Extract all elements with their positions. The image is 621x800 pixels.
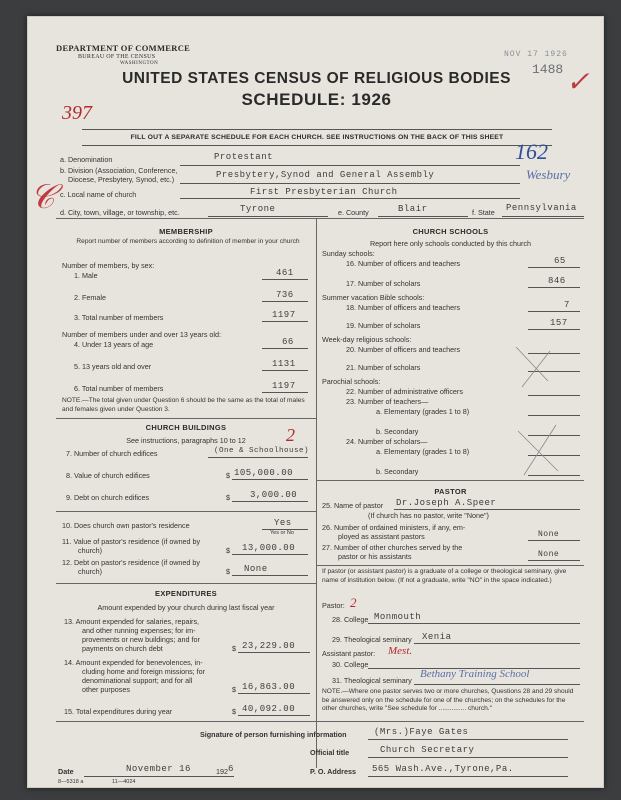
county-label: e. County [338, 208, 369, 217]
q11-label-2: church) [78, 546, 102, 555]
q22-label: 22. Number of administrative officers [346, 387, 463, 396]
official-title-value: Church Secretary [380, 745, 475, 755]
buildings-instructions: See instructions, paragraphs 10 to 12 [126, 436, 246, 445]
q14-line-4: other purposes [82, 685, 130, 694]
q11-dollar: $ [226, 546, 230, 555]
q15-label: 15. Total expenditures during year [64, 707, 173, 716]
q23b-label: b. Secondary [376, 427, 419, 436]
q14-value: 16,863.00 [242, 682, 296, 692]
graduate-note: If pastor (or assistant pastor) is a graduate of a college or theological seminary, give name of institution below. (If not a graduate, write "NO" in the space indicated.) [322, 568, 567, 584]
q27-line-2: pastor or his assistants [338, 552, 412, 561]
q1-label: 1. Male [74, 271, 98, 280]
margin-note: Wesbury [526, 167, 571, 182]
q10-label: 10. Does church own pastor's residence [62, 521, 190, 530]
local-name-value: First Presbyterian Church [250, 187, 398, 197]
q14-line-1: 14. Amount expended for benevolences, in- [64, 658, 203, 667]
pastor-title: PASTOR [434, 487, 467, 496]
q29-value: Xenia [422, 632, 452, 642]
q11-value: 13,000.00 [242, 543, 296, 553]
q21-label: 21. Number of scholars [346, 363, 421, 372]
local-name-label: c. Local name of church [60, 190, 137, 199]
pastor-note: NOTE.—Where one pastor serves two or more churches, Questions 28 and 29 should be answered only on the schedule for one of the churches; on the schedules for the other churches, write "See schedule for ............... church." [322, 688, 574, 712]
pastor-sub-label: Pastor: [322, 601, 345, 610]
instructions-banner [82, 129, 552, 146]
q26-line-1: 26. Number of ordained ministers, if any, em- [322, 523, 466, 532]
q14-line-3: denominational support; and for all [82, 676, 193, 685]
q15-dollar: $ [232, 707, 236, 716]
official-title-label: Official title [310, 748, 350, 757]
form-code: 8—5318 a [58, 779, 84, 785]
q4-value: 66 [282, 337, 294, 347]
signature-value: (Mrs.)Faye Gates [374, 727, 469, 737]
q23a-label: a. Elementary (grades 1 to 8) [376, 407, 470, 416]
stamp-number: 1488 [532, 62, 564, 77]
year-prefix: 192 [216, 767, 228, 776]
q3-value: 1197 [272, 310, 296, 320]
q8-value: 105,000.00 [234, 468, 294, 478]
q17-value: 846 [548, 276, 566, 286]
q19-label: 19. Number of scholars [346, 321, 421, 330]
handwritten-number: 397 [62, 102, 92, 124]
q2-label: 2. Female [74, 293, 106, 302]
q29-label: 29. Theological seminary [332, 635, 412, 644]
year-suffix: 6 [228, 764, 234, 774]
q14-dollar: $ [232, 685, 236, 694]
q7-handwritten: 2 [286, 425, 295, 445]
handwritten-code: 162 [515, 139, 548, 164]
q13-line-3: provements or new buildings; and for [82, 635, 200, 644]
banner-text: FILL OUT A SEPARATE SCHEDULE FOR EACH CHURCH. SEE INSTRUCTIONS ON THE BACK OF THIS SHEET [130, 134, 504, 141]
q8-label: 8. Value of church edifices [66, 471, 150, 480]
q30-label: 30. College [332, 660, 369, 669]
state-value: Pennsylvania [506, 203, 577, 213]
q26-value: None [538, 530, 560, 539]
expenditures-title: EXPENDITURES [155, 589, 217, 598]
q9-label: 9. Debt on church edifices [66, 493, 150, 502]
date-value: November 16 [126, 764, 191, 774]
age-intro: Number of members under and over 13 years old: [62, 330, 222, 339]
address-value: 565 Wash.Ave.,Tyrone,Pa. [372, 764, 514, 774]
membership-title: MEMBERSHIP [159, 227, 213, 236]
q13-line-4: payments on church debt [82, 644, 163, 653]
q16-label: 16. Number of officers and teachers [346, 259, 461, 268]
q27-value: None [538, 550, 560, 559]
q6-label: 6. Total number of members [74, 384, 164, 393]
q5-value: 1131 [272, 359, 296, 369]
city-label: d. City, town, village, or township, etc. [60, 208, 180, 217]
red-mark-icon: 𝒞 [30, 179, 55, 216]
expenditures-intro: Amount expended by your church during last fiscal year [97, 603, 275, 612]
q16-value: 65 [554, 256, 566, 266]
state-label: f. State [472, 208, 495, 217]
by-sex-label: Number of members, by sex: [62, 261, 155, 270]
q28-label: 28. College [332, 615, 369, 624]
q31-value: Bethany Training School [420, 668, 530, 680]
sunday-label: Sunday schools: [322, 249, 375, 258]
city-value: Tyrone [240, 204, 276, 214]
q11-label: 11. Value of pastor's residence (if owned by [62, 537, 201, 546]
q19-value: 157 [550, 318, 568, 328]
division-label-2: Diocese, Presbytery, Synod, etc.) [68, 175, 175, 184]
q24-label: 24. Number of scholars— [346, 437, 428, 446]
assistant-value: Mest. [388, 645, 413, 657]
bureau-name: BUREAU OF THE CENSUS [78, 54, 156, 60]
membership-intro: Report number of members according to definition of member in your church [76, 238, 300, 245]
pastor-handwritten: 2 [350, 595, 357, 610]
q4-label: 4. Under 13 years of age [74, 340, 154, 349]
weekday-label: Week-day religious schools: [322, 335, 412, 344]
q24a-label: a. Elementary (grades 1 to 8) [376, 447, 470, 456]
q18-value: 7 [564, 300, 570, 310]
q25-label: 25. Name of pastor [322, 501, 384, 510]
q23-label: 23. Number of teachers— [346, 397, 429, 406]
q18-label: 18. Number of officers and teachers [346, 303, 461, 312]
print-code: 11—4024 [112, 779, 136, 785]
buildings-title: CHURCH BUILDINGS [145, 423, 227, 432]
q12-label: 12. Debt on pastor's residence (if owned by [62, 558, 201, 567]
q26-line-2: ployed as assistant pastors [338, 532, 425, 541]
pencil-strike-marks [508, 343, 578, 483]
schools-intro: Report here only schools conducted by this church [369, 239, 531, 248]
q9-dollar: $ [226, 493, 230, 502]
q28-value: Monmouth [374, 612, 422, 622]
q6-value: 1197 [272, 381, 296, 391]
q20-label: 20. Number of officers and teachers [346, 345, 461, 354]
q2-value: 736 [276, 290, 294, 300]
denomination-value: Protestant [214, 152, 274, 162]
schedule-title: SCHEDULE: 1926 [241, 90, 392, 109]
q17-label: 17. Number of scholars [346, 279, 421, 288]
q1-value: 461 [276, 268, 294, 278]
q12-label-2: church) [78, 567, 102, 576]
received-stamp-date: NOV 17 1926 [504, 50, 568, 59]
division-label: b. Division (Association, Conference, [60, 166, 178, 175]
q31-label: 31. Theological seminary [332, 676, 412, 685]
q12-value: None [244, 564, 268, 574]
q13-line-2: and other running expenses; for im- [82, 626, 196, 635]
q24b-label: b. Secondary [376, 467, 419, 476]
red-check-icon: ✓ [566, 67, 590, 98]
address-label: P. O. Address [310, 767, 356, 776]
q7-value: (One & Schoolhouse) [214, 447, 310, 455]
date-label: Date [58, 767, 74, 776]
assistant-label: Assistant pastor: [322, 649, 376, 658]
schools-title: CHURCH SCHOOLS [412, 227, 489, 236]
denomination-label: a. Denomination [60, 155, 113, 164]
form-title: UNITED STATES CENSUS OF RELIGIOUS BODIES [122, 70, 511, 87]
census-schedule-sheet [27, 16, 604, 788]
q13-value: 23,229.00 [242, 641, 296, 651]
q15-value: 40,092.00 [242, 704, 296, 714]
q7-label: 7. Number of church edifices [66, 449, 158, 458]
q13-dollar: $ [232, 644, 236, 653]
q27-line-1: 27. Number of other churches served by the [322, 543, 463, 552]
membership-note: NOTE.—The total given under Question 6 should be the same as the total of males and females given under Question 3. [62, 397, 305, 413]
summer-label: Summer vacation Bible schools: [322, 293, 425, 302]
signature-label: Signature of person furnishing information [200, 730, 347, 739]
q14-line-2: cluding home and foreign missions; for [82, 667, 206, 676]
q3-label: 3. Total number of members [74, 313, 164, 322]
parochial-label: Parochial schools: [322, 377, 381, 386]
department-name: DEPARTMENT OF COMMERCE [56, 43, 191, 53]
city-name: WASHINGTON [120, 61, 159, 66]
q25-value: Dr.Joseph A.Speer [396, 498, 497, 508]
county-value: Blair [398, 204, 428, 214]
q9-value: 3,000.00 [250, 490, 298, 500]
division-value: Presbytery,Synod and General Assembly [216, 170, 435, 180]
q5-label: 5. 13 years old and over [74, 362, 152, 371]
q13-line-1: 13. Amount expended for salaries, repairs, [64, 617, 200, 626]
q12-dollar: $ [226, 567, 230, 576]
q10-value: Yes [274, 518, 292, 528]
q10-hint: Yes or No [270, 530, 294, 536]
q25-hint: (If church has no pastor, write "None") [368, 511, 489, 520]
q8-dollar: $ [226, 471, 230, 480]
